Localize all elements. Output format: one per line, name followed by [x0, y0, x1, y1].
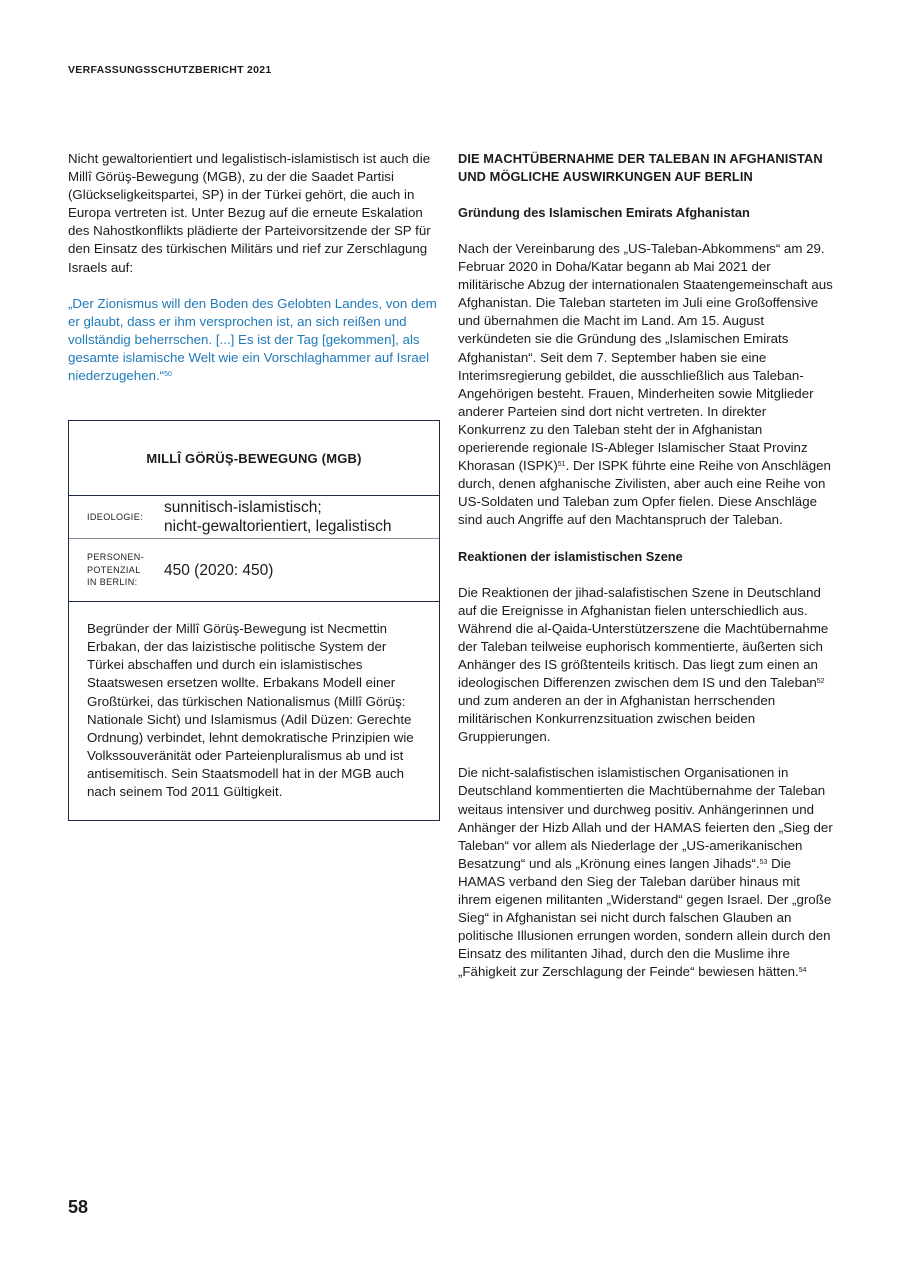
potential-value: 450 (2020: 450)	[164, 561, 274, 579]
ideology-value-line-2: nicht-gewaltorientiert, legalistisch	[164, 518, 392, 536]
potential-label	[69, 551, 164, 589]
page-number: 58	[68, 1197, 89, 1217]
paragraph-reaktionen-2-part-2: Die HAMAS verband den Sieg der Taleban darüber hinaus mit ihrem eigenen militanten „Widerstand“ gegen Israel. Der „große Sieg“ in Afghanistan sei nicht durch falschen Glauben an politische Illusionen errungen worden, sondern allein durch den Einsatz des militanten Jihad, durch den die Muslime ihre „Fähigkeit zur Zerschlagung der Feinde“ bewiesen hätten.	[458, 855, 832, 980]
infobox-body	[69, 602, 439, 820]
potential-label-line-2: POTENZIAL	[87, 564, 141, 575]
paragraph-reaktionen-1	[458, 584, 834, 747]
ideology-value	[164, 498, 391, 536]
left-column	[68, 150, 440, 821]
subheading-gruendung: Gründung des Islamischen Emirats Afghanistan	[458, 205, 750, 220]
quote-text: „Der Zionismus will den Boden des Gelobten Landes, von dem er glaubt, dass er ihm versprochen ist, an sich reißen und vollständig beherrschen. [...] Es ist der Tag [gekommen], als gesamte islamische Welt wie ein Vorschlaghammer auf Israel niederzugehen.“	[68, 295, 437, 384]
footnote-ref-51[interactable]: 51	[557, 461, 566, 469]
paragraph-gruendung	[458, 240, 834, 530]
footnote-ref-50[interactable]: 50	[164, 371, 172, 379]
ideology-label: IDEOLOGIE:	[87, 511, 144, 522]
intro-paragraph: Nicht gewaltorientiert und legalistisch-islamistisch ist auch die Millî Görüş-Bewegung (MGB), zu der die Saadet Partisi (Glückseligkeitspartei, SP) in der Türkei gehört, die auch in Europa vertreten ist. Unter Bezug auf die erneute Eskalation des Nahostkonflikts plädierte der Parteivorsitzende der SP für den Einsatz des türkischen Militärs und rief zur Zerschlagung Israels auf:	[68, 151, 431, 275]
footnote-ref-52[interactable]: 52	[816, 677, 825, 685]
potential-label-line-3: IN BERLIN:	[87, 577, 138, 588]
paragraph-reaktionen-1-part-1: Die Reaktionen der jihad-salafistischen Szene in Deutschland auf die Ereignisse in Afghanistan fielen unterschiedlich aus. Während die al-Qaida-Unterstützerszene die Machtübernahme der Taleban teilweise euphorisch kommentierte, äußerten sich Anhänger des IS größtenteils kritisch. Das liegt zum einen an ideologischen Differenzen zwischen dem IS und den Taleban	[458, 584, 829, 690]
potential-label-line-1: PERSONEN-	[87, 552, 145, 563]
footnote-ref-54[interactable]: 54	[798, 967, 807, 975]
paragraph-gruendung-part-1: Nach der Vereinbarung des „US-Taleban-Abkommens“ am 29. Februar 2020 in Doha/Katar begann ab Mai 2021 der militärische Abzug der internationalen Staatengemeinschaft aus Afghanistan. Die Taleban starteten im Juli eine Großoffensive und übernahmen die Macht im Land. Am 15. August verkündeten sie die Gründung des „Islamischen Emirats Afghanistan“. Seit dem 7. September haben sie eine Interimsregierung gebildet, die ausschließlich aus Taleban-Angehörigen besteht. Frauen, Minderheiten sowie Mitglieder anderer Parteien sind dort nicht vertreten. In direkter Konkurrenz zu den Taleban steht der in Afghanistan operierende regionale IS-Ableger Islamischer Staat Provinz Khorasan (ISPK)	[458, 241, 833, 474]
subheading-reaktionen: Reaktionen der islamistischen Szene	[458, 548, 683, 564]
paragraph-gruendung-part-2: . Der ISPK führte eine Reihe von Anschlägen durch, denen afghanische Zivilisten, aber auch eine Reihe von US-Soldaten und Taleban zum Opfer fielen. Diese Anschläge sind auch Angriffe auf den Machtanspruch der Taleban.	[458, 458, 831, 528]
running-title: VERFASSUNGSSCHUTZBERICHT 2021	[68, 64, 272, 76]
section-heading: DIE MACHTÜBERNAHME DER TALEBAN IN AFGHANISTAN UND MÖGLICHE AUSWIRKUNGEN AUF BERLIN	[458, 151, 823, 184]
infobox-title: MILLÎ GÖRÜŞ-BEWEGUNG (MGB)	[69, 421, 439, 496]
paragraph-reaktionen-2-part-1: Die nicht-salafistischen islamistischen Organisationen in Deutschland kommentierten die Machtübernahme der Taleban weitaus intensiver und durchweg positiv. Anhängerinnen und Anhänger der Hizb Allah und der HAMAS feierten den „Sieg der Taleban“ vor allem als Niederlage der „US-amerikanischen Besatzung“ und als „Krönung eines langen Jihads“.	[458, 765, 833, 871]
ideology-value-line-1: sunnitisch-islamistisch;	[164, 499, 322, 517]
quote-paragraph	[68, 295, 440, 385]
right-column	[458, 150, 834, 981]
footnote-ref-53[interactable]: 53	[759, 858, 768, 866]
infobox-potential-row	[69, 539, 439, 602]
infobox-body-text: Begründer der Millî Görüş-Bewegung ist Necmettin Erbakan, der das laizistische politische System der Türkei abschaffen und durch ein islamistisches Staatswesen ersetzen wollte. Erbakans Modell einer Großtürkei, das türkischen Nationalismus (Millî Görüş: Nationale Sicht) und Islamismus (Adil Düzen: Gerechte Ordnung) verbindet, lehnt demokratische Prinzipien wie Volkssouveränität oder Parteienpluralismus ab und ist antisemitisch. Sein Staatsmodell hat in der MGB auch nach seinem Tod 2011 Gültigkeit.	[87, 621, 414, 799]
mgb-infobox	[68, 420, 440, 821]
infobox-ideology-row	[69, 496, 439, 539]
paragraph-reaktionen-1-part-2: und zum anderen an der in Afghanistan herrschenden militärischen Konkurrenzsituation zwischen beiden Gruppierungen.	[458, 693, 776, 745]
paragraph-reaktionen-2	[458, 764, 834, 981]
